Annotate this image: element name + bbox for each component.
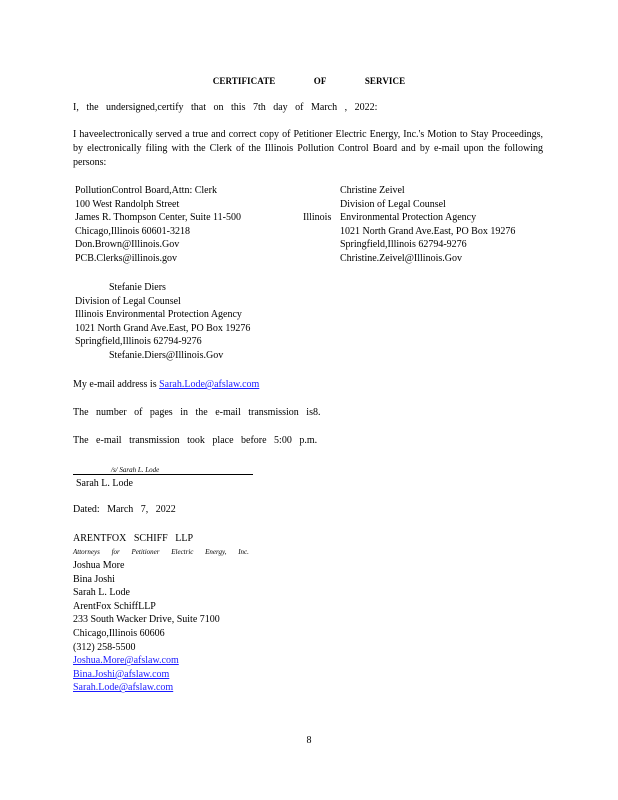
firm-line: ArentFox SchiffLLP: [73, 600, 156, 612]
recipient-left-line: James R. Thompson Center, Suite 11-500: [75, 212, 241, 224]
recipient-left-block: [75, 184, 241, 266]
recipient-right-block: [340, 184, 515, 266]
recipient-third-line: Division of Legal Counsel: [75, 295, 181, 307]
recipient-third-line: Illinois Environmental Protection Agency: [75, 309, 242, 321]
title-word-1: CERTIFICATE: [212, 76, 276, 86]
recipient-right-line: Christine Zeivel: [340, 185, 405, 196]
email-line: [73, 378, 281, 391]
recipient-third-line: 1021 North Grand Ave.East, PO Box 19276: [75, 322, 251, 334]
document-title: [0, 75, 618, 88]
recipient-third-line: Stefanie Diers: [109, 282, 166, 293]
recipient-left-line: Chicago,Illinois 60601-3218: [75, 225, 190, 237]
dated-line: Dated: March 7, 2022: [73, 504, 176, 515]
recipient-left-email: Don.Brown@Illinois.Gov: [75, 239, 180, 251]
recipient-right-line: Division of Legal Counsel: [340, 198, 446, 210]
firm-line: Bina Joshi: [73, 573, 115, 585]
recipient-third-email: Stefanie.Diers@Illinois.Gov: [109, 349, 224, 361]
time-line: The e-mail transmission took place before 5:00 p.m.: [73, 435, 318, 446]
recipient-right-email: Christine.Zeivel@Illinois.Gov: [340, 252, 462, 264]
recipient-illinois-word: Illinois: [303, 212, 332, 223]
attorneys-for: Attorneys for Petitioner Electric Energy, Inc.: [73, 548, 249, 556]
recipient-third-line: Springfield,Illinois 62794-9276: [75, 336, 202, 348]
recipient-right-line: Environmental Protection Agency: [340, 212, 477, 224]
email-link[interactable]: Sarah.Lode@afslaw.com: [159, 379, 260, 390]
firm-email-link[interactable]: Bina.Joshi@afslaw.com: [73, 668, 170, 680]
pages-line: The number of pages in the e-mail transmission is8.: [73, 407, 321, 418]
firm-contact-block: [73, 559, 220, 695]
title-word-3: SERVICE: [364, 76, 406, 86]
firm-email-link[interactable]: Sarah.Lode@afslaw.com: [73, 682, 174, 694]
email-line-prefix: My e-mail address is: [73, 379, 160, 390]
signature-line: [73, 474, 253, 475]
recipient-third-block: [75, 281, 250, 363]
firm-line: Joshua More: [73, 560, 125, 571]
recipient-left-line: PollutionControl Board,Attn: Clerk: [75, 185, 217, 196]
title-word-2: OF: [313, 76, 327, 86]
recipient-left-email: PCB.Clerks@illinois.gov: [75, 252, 178, 264]
recipient-left-line: 100 West Randolph Street: [75, 198, 180, 210]
firm-name: ARENTFOX SCHIFF LLP: [73, 533, 194, 544]
firm-line: Sarah L. Lode: [73, 587, 130, 599]
firm-line: 233 South Wacker Drive, Suite 7100: [73, 614, 220, 626]
recipient-right-line: Springfield,Illinois 62794-9276: [340, 239, 467, 251]
firm-line: (312) 258-5500: [73, 641, 136, 653]
signature-text: /s/ Sarah L. Lode: [111, 466, 160, 474]
page-number: 8: [306, 735, 312, 746]
firm-email-link[interactable]: Joshua.More@afslaw.com: [73, 655, 179, 667]
body-paragraph: I haveelectronically served a true and correct copy of Petitioner Electric Energy, Inc.'s Motion to Stay Proceedings, by electronically filing with the Clerk of the Illinois Pollution Control Board and by e-mail upon the following persons:: [73, 129, 543, 168]
firm-line: Chicago,Illinois 60606: [73, 627, 165, 639]
signer-name: Sarah L. Lode: [76, 478, 133, 489]
intro-line: I, the undersigned,certify that on this 7th day of March , 2022:: [73, 102, 378, 113]
recipient-right-line: 1021 North Grand Ave.East, PO Box 19276: [340, 225, 516, 237]
